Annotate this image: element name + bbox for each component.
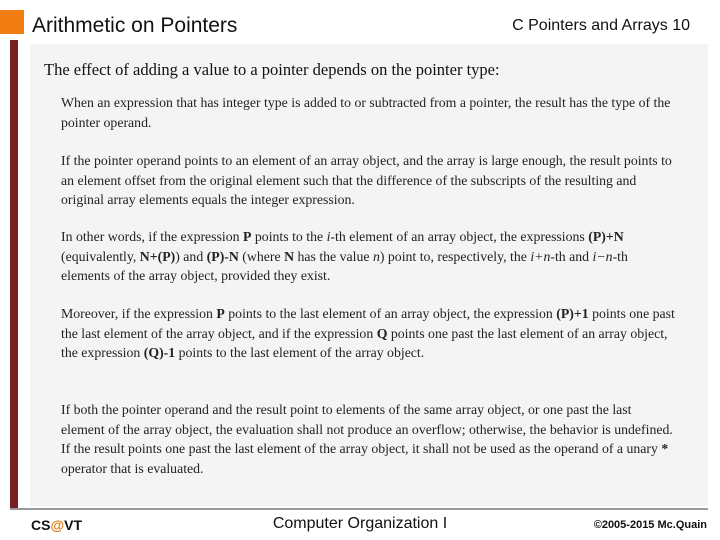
math-term: i−n [592, 248, 613, 264]
footer-divider [10, 508, 708, 510]
lead-sentence: The effect of adding a value to a pointer depends on the pointer type: [44, 60, 500, 79]
paragraph-offset: If the pointer operand points to an element of an array object, and the array is large enough, the result points to an element offset from the original element such that the difference of the subscripts of the resulting and original array elements equals the integer expression. [61, 153, 672, 207]
text-run: points to the [251, 229, 327, 244]
slide-title: Arithmetic on Pointers [32, 14, 238, 37]
code-term: Q [376, 325, 388, 341]
paragraph-overflow [61, 400, 675, 478]
code-term: N+(P) [139, 248, 176, 264]
text-run: ) point to, respectively, the [379, 248, 531, 264]
code-term: * [661, 441, 669, 456]
code-term: P [216, 306, 225, 321]
code-term: N [284, 248, 295, 264]
footer-cs: CS [31, 517, 51, 533]
paragraph-moreover [61, 304, 675, 363]
text-run: points to the last element of the array object. [175, 345, 425, 360]
footer-vt: VT [64, 517, 82, 533]
footer-course: Computer Organization I [272, 515, 448, 532]
code-term: (P)+1 [556, 306, 589, 321]
text-run: -th element of an array object, the expressions [330, 229, 589, 244]
text-run: has the value [294, 248, 373, 264]
left-accent-bar [10, 40, 18, 510]
text-run: ) and [175, 248, 207, 264]
paragraph-result-type: When an expression that has integer type is added to or subtracted from a pointer, the result has the type of the pointer operand. [61, 95, 671, 130]
code-term: P [243, 229, 252, 244]
text-run: Moreover, if the expression [61, 306, 217, 321]
text-run: operator that is evaluated. [61, 460, 204, 476]
code-term: (Q)-1 [143, 345, 176, 360]
footer-copyright: ©2005-2015 Mc.Quain [593, 519, 707, 531]
text-run: points one past the last element of the array object, and if the expression [61, 306, 675, 341]
text-run: -th elements of the array object, provided they exist. [61, 248, 628, 283]
text-run: (equivalently, [61, 248, 140, 264]
code-term: (P)+N [588, 229, 624, 244]
text-run: In other words, if the expression [61, 229, 244, 244]
title-accent-square [0, 10, 24, 34]
slide-header-right: C Pointers and Arrays 10 [512, 17, 690, 34]
math-term: n [372, 248, 380, 264]
text-run: points one past the last element of an array object, the expression [61, 325, 668, 360]
text-run: If both the pointer operand and the result point to elements of the same array object, or one past the last element of the array object, the evaluation shall not produce an overflow; otherwise, the behavior is undefined. If the result points one past the last element of the array object, it shall not be used as the operand of a unary [61, 402, 673, 456]
text-run: -th and [550, 248, 593, 264]
code-term: (P)-N [206, 248, 239, 264]
paragraph-in-other-words [61, 227, 675, 286]
footer-at-sign: @ [50, 517, 65, 533]
math-term: i [326, 229, 331, 244]
text-run: (where [238, 248, 285, 264]
text-run: points to the last element of an array object, the expression [224, 306, 557, 321]
math-term: i+n [530, 248, 551, 264]
